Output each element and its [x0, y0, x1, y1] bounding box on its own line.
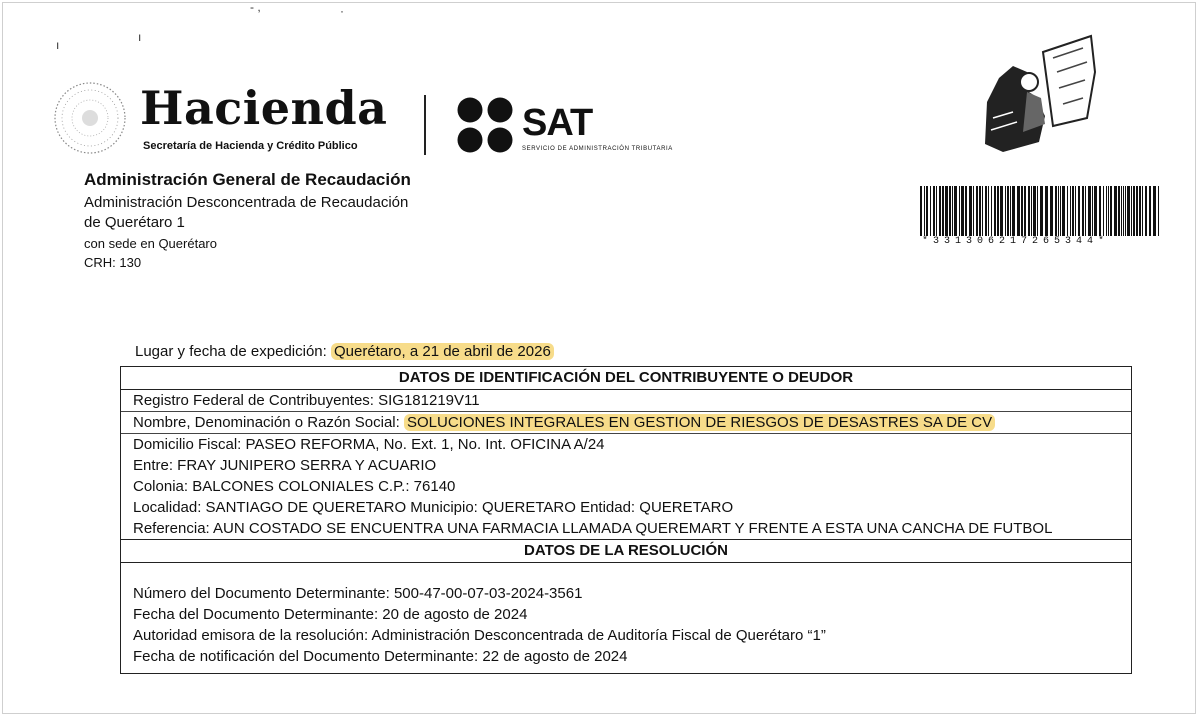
- barcode-bar: [1131, 186, 1132, 236]
- barcode-bar: [982, 186, 983, 236]
- taxpayer-localidad: Localidad: SANTIAGO DE QUERETARO Municipio: QUERETARO Entidad: QUERETARO: [133, 499, 734, 516]
- issue-place-date: [135, 343, 554, 360]
- barcode-bar: [936, 186, 937, 236]
- sat-logo-text: SAT: [522, 102, 593, 144]
- barcode-bar: [1037, 186, 1038, 236]
- resolution-section-heading: DATOS DE LA RESOLUCIÓN: [121, 539, 1131, 563]
- barcode-bar: [1010, 186, 1011, 236]
- barcode-bar: [933, 186, 935, 236]
- barcode-bar: [1136, 186, 1138, 236]
- barcode-bar: [1012, 186, 1015, 236]
- taxpayer-rfc: Registro Federal de Contribuyentes: SIG181219V11: [121, 390, 1131, 412]
- hacienda-logo-text: Hacienda: [140, 81, 388, 135]
- table-spacer: [121, 563, 1131, 583]
- barcode-bar: [1121, 186, 1122, 236]
- barcode-bar: [945, 186, 948, 236]
- barcode-bar: [1078, 186, 1080, 236]
- scan-mark: ·: [340, 4, 344, 18]
- barcode-bar: [969, 186, 972, 236]
- barcode-bar: [1142, 186, 1143, 236]
- barcode-bar: [1075, 186, 1076, 236]
- table-spacer: [121, 667, 1131, 673]
- sat-logo-subtitle: SERVICIO DE ADMINISTRACIÓN TRIBUTARIA: [522, 146, 673, 152]
- barcode-bar: [997, 186, 999, 236]
- barcode-bar: [1050, 186, 1053, 236]
- issue-label: Lugar y fecha de expedición:: [135, 343, 331, 360]
- barcode-bar: [1062, 186, 1065, 236]
- barcode-bar: [1114, 186, 1117, 236]
- taxpayer-colonia: Colonia: BALCONES COLONIALES C.P.: 76140: [133, 478, 456, 495]
- barcode-bar: [930, 186, 931, 236]
- barcode-bar: [1033, 186, 1036, 236]
- barcode-bar: [1007, 186, 1009, 236]
- barcode-number: *331306217265344*: [922, 236, 1110, 247]
- barcode-bar: [949, 186, 951, 236]
- barcode-bar: [1123, 186, 1124, 236]
- scan-mark: - ,: [250, 0, 261, 14]
- barcode-bar: [942, 186, 944, 236]
- hacienda-seal-logo: [52, 80, 128, 156]
- taxpayer-entre: Entre: FRAY JUNIPERO SERRA Y ACUARIO: [133, 457, 437, 474]
- barcode-bar: [1099, 186, 1101, 236]
- barcode-bar: [959, 186, 960, 236]
- scan-mark: ı: [138, 30, 142, 44]
- data-table: [120, 366, 1132, 674]
- barcode-bar: [924, 186, 925, 236]
- barcode-bar: [1017, 186, 1020, 236]
- barcode-bar: [965, 186, 967, 236]
- barcode-bar: [954, 186, 957, 236]
- taxpayer-section-heading: DATOS DE IDENTIFICACIÓN DEL CONTRIBUYENTE O DEUDOR: [121, 367, 1131, 390]
- resolution-fecha: Fecha del Documento Determinante: 20 de agosto de 2024: [133, 606, 528, 623]
- barcode-bar: [1139, 186, 1141, 236]
- administration-line: de Querétaro 1: [84, 214, 185, 231]
- administration-line: Administración Desconcentrada de Recaudación: [84, 194, 409, 211]
- taxpayer-name-value: SOLUCIONES INTEGRALES EN GESTION DE RIESGOS DE DESASTRES SA DE CV: [404, 414, 995, 431]
- barcode-bar: [973, 186, 974, 236]
- barcode-bar: [1067, 186, 1068, 236]
- barcode-bar: [952, 186, 953, 236]
- barcode-bar: [1072, 186, 1074, 236]
- issue-value: Querétaro, a 21 de abril de 2026: [331, 343, 554, 360]
- national-emblem-image: [983, 32, 1099, 156]
- barcode-bar: [1031, 186, 1032, 236]
- administration-seat: con sede en Querétaro: [84, 236, 217, 251]
- barcode-bar: [1070, 186, 1071, 236]
- barcode-bar: [976, 186, 978, 236]
- barcode-bar: [1145, 186, 1147, 236]
- barcode-bar: [1110, 186, 1112, 236]
- barcode-bar: [1021, 186, 1023, 236]
- logo-divider: [424, 95, 426, 155]
- barcode-bar: [961, 186, 964, 236]
- barcode-bar: [1000, 186, 1003, 236]
- scan-mark: ı: [56, 38, 60, 52]
- barcode-bar: [1118, 186, 1120, 236]
- barcode-bar: [1158, 186, 1159, 236]
- barcode-bar: [985, 186, 987, 236]
- barcode-bar: [1005, 186, 1006, 236]
- barcode-bar: [920, 186, 922, 236]
- barcode-bar: [1088, 186, 1091, 236]
- barcode-bar: [991, 186, 992, 236]
- taxpayer-name: [121, 412, 1131, 434]
- taxpayer-domicilio: Domicilio Fiscal: PASEO REFORMA, No. Ext. 1, No. Int. OFICINA A/24: [133, 436, 605, 453]
- barcode-bar: [1028, 186, 1030, 236]
- resolution-notificacion: Fecha de notificación del Documento Determinante: 22 de agosto de 2024: [133, 648, 628, 665]
- barcode-bar: [1103, 186, 1104, 236]
- barcode-bar: [1092, 186, 1093, 236]
- barcode-bar: [1133, 186, 1135, 236]
- barcode-bar: [979, 186, 981, 236]
- barcode-bar: [1127, 186, 1130, 236]
- barcode-bar: [1045, 186, 1048, 236]
- hacienda-logo-subtitle: Secretaría de Hacienda y Crédito Público: [143, 140, 358, 152]
- barcode-bar: [1153, 186, 1156, 236]
- taxpayer-name-label: Nombre, Denominación o Razón Social:: [133, 414, 404, 431]
- barcode-bar: [1082, 186, 1084, 236]
- barcode-bar: [1106, 186, 1107, 236]
- barcode-bar: [1094, 186, 1097, 236]
- barcode-bar: [1108, 186, 1109, 236]
- barcode-bar: [988, 186, 989, 236]
- taxpayer-referencia: Referencia: AUN COSTADO SE ENCUENTRA UNA FARMACIA LLAMADA QUEREMART Y FRENTE A ESTA UNA CANCHA DE FUTBOL: [133, 520, 1053, 537]
- barcode-bar: [994, 186, 996, 236]
- barcode-bar: [1040, 186, 1043, 236]
- resolution-numero: Número del Documento Determinante: 500-47-00-07-03-2024-3561: [133, 585, 583, 602]
- sat-logo-icon: [456, 96, 514, 154]
- barcode-bar: [1125, 186, 1126, 236]
- barcode-bar: [1060, 186, 1061, 236]
- resolution-autoridad: Autoridad emisora de la resolución: Administración Desconcentrada de Auditoría Fiscal de Querétaro “1”: [133, 627, 826, 644]
- barcode-bar: [1058, 186, 1059, 236]
- administration-crh: CRH: 130: [84, 255, 142, 270]
- barcode-bar: [939, 186, 941, 236]
- barcode-bar: [1149, 186, 1151, 236]
- administration-title: Administración General de Recaudación: [84, 170, 411, 189]
- barcode-bar: [1024, 186, 1026, 236]
- barcode-image: [918, 186, 1164, 236]
- barcode-bar: [1085, 186, 1086, 236]
- barcode-bar: [1055, 186, 1057, 236]
- barcode-bar: [926, 186, 928, 236]
